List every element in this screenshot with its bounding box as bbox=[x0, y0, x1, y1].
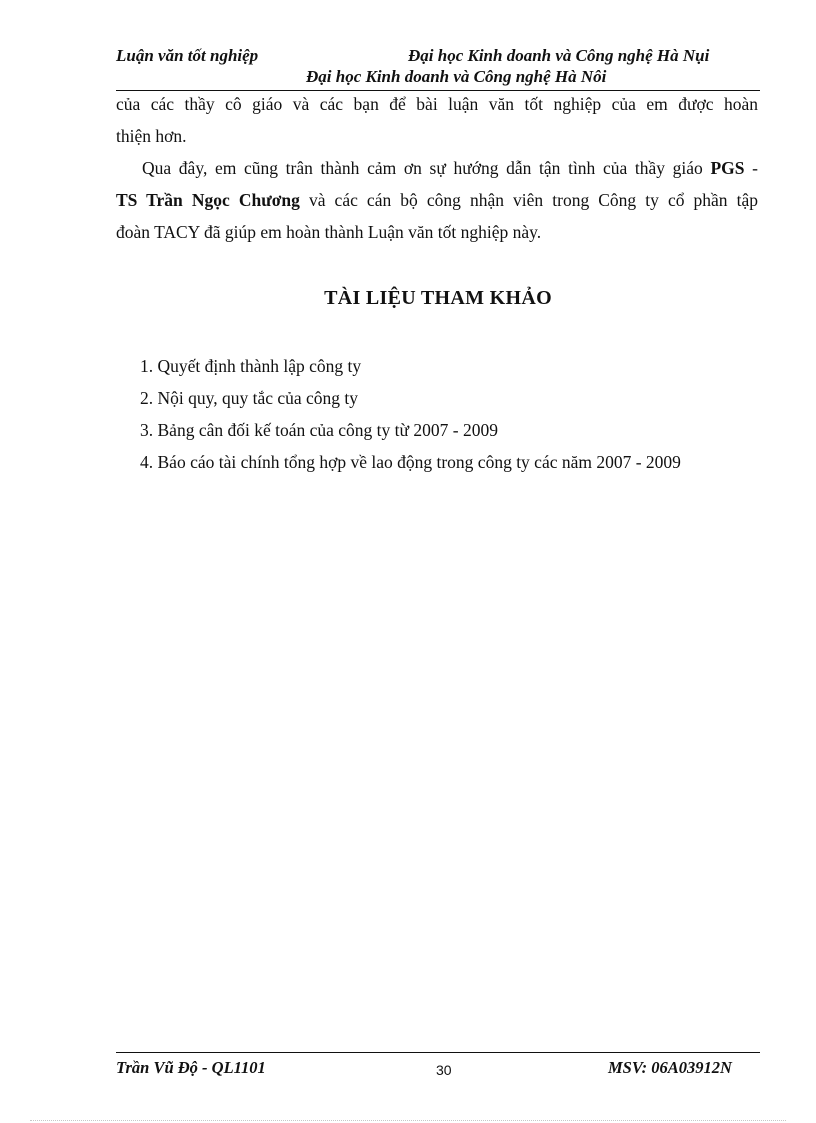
reference-item: 2. Nội quy, quy tắc của công ty bbox=[140, 388, 359, 408]
paragraph-2-line-2 bbox=[116, 184, 758, 216]
references-list bbox=[140, 350, 681, 478]
reference-item: 4. Báo cáo tài chính tổng hợp về lao động trong công ty các năm 2007 - 2009 bbox=[140, 452, 681, 472]
page-number: 30 bbox=[436, 1062, 452, 1078]
footer-student-id: MSV: 06A03912N bbox=[608, 1058, 732, 1077]
paragraph-2-bold-title: PGS bbox=[710, 158, 745, 178]
paragraph-2-dash: - bbox=[752, 158, 758, 178]
paragraph-2-line-2-text: và các cán bộ công nhận viên trong Công ty cổ phần tập bbox=[308, 190, 759, 210]
reference-item: 3. Bảng cân đối kế toán của công ty từ 2007 - 2009 bbox=[140, 420, 498, 440]
paragraph-1-line-2: thiện hơn. bbox=[116, 126, 187, 146]
paragraph-1-line-1: của các thầy cô giáo và các bạn để bài luận văn tốt nghiệp của em được hoàn bbox=[116, 94, 758, 114]
references-title: TÀI LIỆU THAM KHẢO bbox=[324, 287, 552, 309]
reference-item: 1. Quyết định thành lập công ty bbox=[140, 356, 362, 376]
header-left: Luận văn tốt nghiệp bbox=[116, 46, 259, 65]
footer-author: Trần Vũ Độ - QL1101 bbox=[116, 1058, 266, 1077]
page-edge-dotted-line bbox=[30, 1120, 786, 1121]
paragraph-1 bbox=[116, 88, 758, 152]
footer-rule bbox=[116, 1052, 760, 1053]
header-right: Đại học Kinh doanh và Công nghệ Hà Nụi bbox=[408, 46, 710, 65]
paragraph-2-text: Qua đây, em cũng trân thành cảm ơn sự hướng dẫn tận tình của thầy giáo bbox=[142, 158, 703, 178]
advisor-name: TS Trần Ngọc Chương bbox=[116, 190, 300, 210]
header-center: Đại học Kinh doanh và Công nghệ Hà Nôi bbox=[306, 67, 607, 86]
paragraph-2 bbox=[116, 152, 758, 248]
paragraph-2-line-3: đoàn TACY đã giúp em hoàn thành Luận văn tốt nghiệp này. bbox=[116, 222, 542, 242]
paragraph-2-line-1 bbox=[116, 152, 758, 184]
